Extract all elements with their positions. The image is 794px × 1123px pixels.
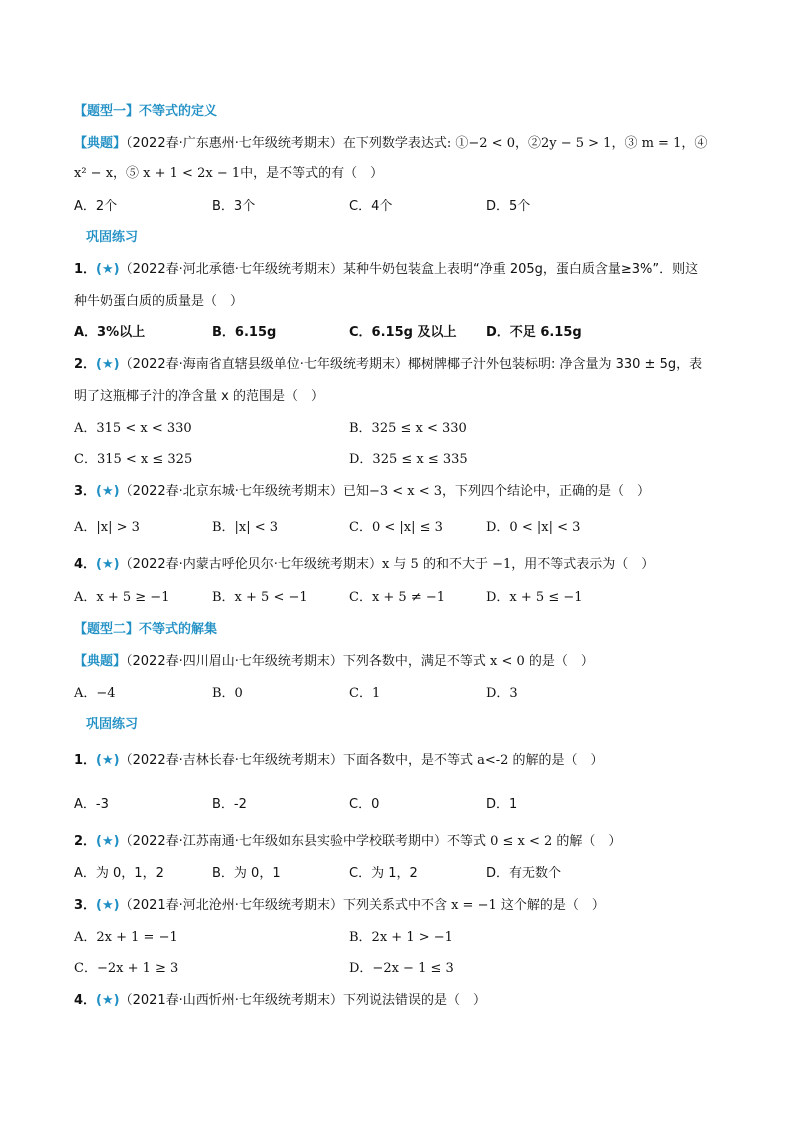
question-text: x 与 5 的和不大于 −1，用不等式表示为（ ） <box>381 557 655 572</box>
question-source: （2022春·吉林长春·七年级统考期末） <box>119 753 343 768</box>
options-row <box>0 685 794 703</box>
question-source: （2022春·四川眉山·七年级统考期末） <box>126 654 343 669</box>
question-number: 4． <box>74 557 97 572</box>
difficulty-star-icon: (★) <box>96 357 120 372</box>
question-text-continued: x² − x，⑤ x + 1 < 2x − 1中，是不等式的有（ ） <box>74 166 384 181</box>
option-a[interactable]: A．为 0，1，2 <box>74 866 164 881</box>
difficulty-star-icon: (★) <box>96 753 120 768</box>
question-number: 3． <box>74 484 97 499</box>
question-source: （2022春·内蒙古呼伦贝尔·七年级统考期末） <box>119 557 382 572</box>
option-a[interactable]: A．x + 5 ≥ −1 <box>74 590 170 605</box>
question-source: （2022春·江苏南通·七年级如东县实验中学校联考期中） <box>119 834 447 849</box>
question-text: 已知−3 < x < 3，下列四个结论中，正确的是（ ） <box>342 484 651 499</box>
option-a[interactable]: A．315 < x < 330 <box>74 421 192 436</box>
option-b[interactable]: B．0 <box>212 686 243 701</box>
difficulty-star-icon: (★) <box>96 557 120 572</box>
option-c[interactable]: C．315 < x ≤ 325 <box>74 452 193 467</box>
question-text: 在下列数学表达式: ①−2 < 0，②2y − 5 > 1，③ m = 1，④ <box>342 136 708 151</box>
option-b[interactable]: B．3个 <box>212 199 256 214</box>
question-source: （2022春·广东惠州·七年级统考期末） <box>126 136 343 151</box>
option-c[interactable]: C．−2x + 1 ≥ 3 <box>74 961 179 976</box>
question-source: （2022春·河北承德·七年级统考期末） <box>119 262 343 277</box>
difficulty-star-icon: (★) <box>96 484 120 499</box>
question-line <box>74 261 698 279</box>
question-text: 下列说法错误的是（ ） <box>342 993 486 1008</box>
option-a[interactable]: A．−4 <box>74 686 116 701</box>
option-c[interactable]: C．0 <box>349 797 380 812</box>
question-number: 1． <box>74 262 97 277</box>
example-question-line <box>74 135 707 153</box>
question-text: 下列各数中，满足不等式 x < 0 的是（ ） <box>342 654 594 669</box>
question-line <box>74 833 621 851</box>
practice-label: 巩固练习 <box>86 717 139 732</box>
question-source: （2021春·河北沧州·七年级统考期末） <box>119 898 343 913</box>
option-c[interactable]: C．0 < |x| ≤ 3 <box>349 520 443 535</box>
option-a[interactable]: A．3%以上 <box>74 325 146 340</box>
question-text: 下面各数中，是不等式 a<-2 的解的是（ ） <box>342 753 604 768</box>
option-b[interactable]: B．|x| < 3 <box>212 520 279 535</box>
option-d[interactable]: D．1 <box>486 797 518 812</box>
question-number: 2． <box>74 834 97 849</box>
question-line <box>74 897 605 915</box>
question-line <box>74 992 486 1010</box>
option-b[interactable]: B．x + 5 < −1 <box>212 590 308 605</box>
options-row <box>0 929 794 947</box>
practice-label: 巩固练习 <box>86 230 139 245</box>
difficulty-star-icon: (★) <box>96 262 120 277</box>
option-c[interactable]: C．为 1，2 <box>349 866 418 881</box>
question-text: 某种牛奶包装盒上表明“净重 205g，蛋白质含量≥3%”．则这 <box>342 262 699 277</box>
question-text: 不等式 0 ≤ x < 2 的解（ ） <box>446 834 622 849</box>
question-number: 1． <box>74 753 97 768</box>
difficulty-star-icon: (★) <box>96 993 120 1008</box>
options-row <box>0 420 794 438</box>
option-a[interactable]: A．|x| > 3 <box>74 520 140 535</box>
example-tag: 【典题】 <box>74 654 127 669</box>
options-row <box>0 324 794 342</box>
example-question-line <box>74 653 594 671</box>
options-row <box>0 960 794 978</box>
question-text-continued: 明了这瓶椰子汁的净含量 x 的范围是（ ） <box>74 389 324 404</box>
example-tag: 【典题】 <box>74 136 127 151</box>
difficulty-star-icon: (★) <box>96 834 120 849</box>
option-a[interactable]: A．-3 <box>74 797 109 812</box>
options-row <box>0 451 794 469</box>
option-d[interactable]: D．5个 <box>486 199 531 214</box>
options-row <box>0 589 794 607</box>
option-d[interactable]: D．x + 5 ≤ −1 <box>486 590 583 605</box>
option-a[interactable]: A．2x + 1 = −1 <box>74 930 178 945</box>
question-number: 2． <box>74 357 97 372</box>
option-b[interactable]: B．为 0，1 <box>212 866 281 881</box>
options-row <box>0 198 794 216</box>
option-c[interactable]: C．1 <box>349 686 381 701</box>
option-b[interactable]: B．2x + 1 > −1 <box>349 930 453 945</box>
question-line <box>74 556 654 574</box>
question-line <box>74 356 702 374</box>
option-d[interactable]: D．0 < |x| < 3 <box>486 520 581 535</box>
question-text: 椰树牌椰子汁外包装标明: 净含量为 330 ± 5g，表 <box>407 357 703 372</box>
options-row <box>0 865 794 883</box>
option-d[interactable]: D．3 <box>486 686 518 701</box>
question-text-continued: 种牛奶蛋白质的质量是（ ） <box>74 294 244 309</box>
question-line <box>74 752 604 770</box>
option-d[interactable]: D．不足 6.15g <box>486 325 582 340</box>
option-c[interactable]: C．x + 5 ≠ −1 <box>349 590 446 605</box>
difficulty-star-icon: (★) <box>96 898 120 913</box>
options-row <box>0 519 794 537</box>
option-b[interactable]: B．6.15g <box>212 325 277 340</box>
options-row <box>0 796 794 814</box>
option-b[interactable]: B．-2 <box>212 797 247 812</box>
section-title: 【题型二】不等式的解集 <box>74 622 218 637</box>
option-d[interactable]: D．−2x − 1 ≤ 3 <box>349 961 454 976</box>
option-a[interactable]: A．2个 <box>74 199 118 214</box>
option-d[interactable]: D．325 ≤ x ≤ 335 <box>349 452 468 467</box>
question-line <box>74 483 650 501</box>
option-d[interactable]: D．有无数个 <box>486 866 562 881</box>
option-c[interactable]: C．6.15g 及以上 <box>349 325 457 340</box>
question-text: 下列关系式中不含 x = −1 这个解的是（ ） <box>342 898 605 913</box>
section-title: 【题型一】不等式的定义 <box>74 104 218 119</box>
question-number: 4． <box>74 993 97 1008</box>
question-source: （2022春·海南省直辖县级单位·七年级统考期末） <box>119 357 408 372</box>
option-b[interactable]: B．325 ≤ x < 330 <box>349 421 467 436</box>
question-source: （2022春·北京东城·七年级统考期末） <box>119 484 343 499</box>
option-c[interactable]: C．4个 <box>349 199 393 214</box>
question-number: 3． <box>74 898 97 913</box>
question-source: （2021春·山西忻州·七年级统考期末） <box>119 993 343 1008</box>
